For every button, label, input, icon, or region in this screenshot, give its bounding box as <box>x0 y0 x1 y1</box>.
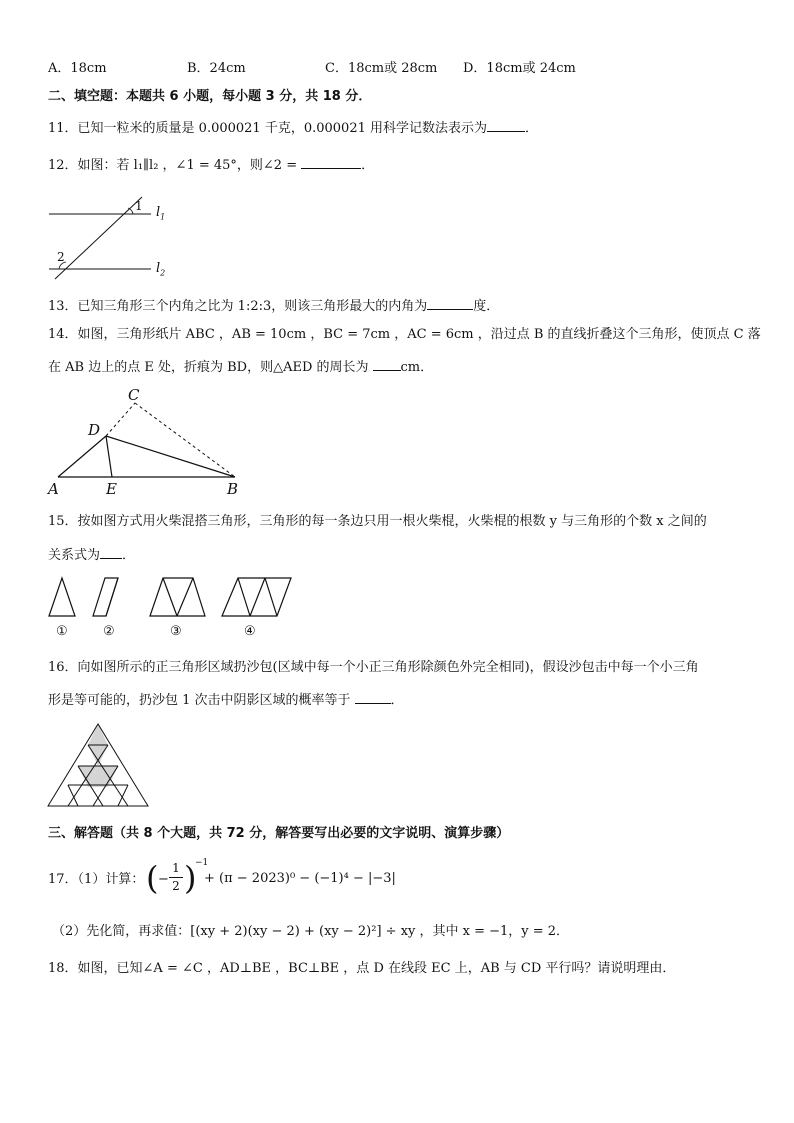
question-15-end: ． <box>122 548 136 563</box>
fraction-denominator: 2 <box>172 879 180 893</box>
question-15-text: 关系式为 <box>48 548 101 563</box>
question-14-text: 在 AB 边上的点 E 处，折痕为 BD，则△AED 的周长为 <box>48 360 369 375</box>
question-15-line-1: 15．按如图方式用火柴混搭三角形，三角形的每一条边只用一根火柴棍，火柴棍的根数 y 与三角形的个数 x 之间的 <box>48 514 707 529</box>
exponent: −1 <box>195 858 209 868</box>
question-17-part-2-label: （2）先化简，再求值： <box>52 924 191 939</box>
question-17-part-1 <box>48 871 144 889</box>
option-b: B．24cm <box>187 61 246 76</box>
right-paren: ) <box>184 859 197 897</box>
answer-blank <box>373 357 401 371</box>
left-paren: ( <box>146 859 159 897</box>
line-l2-label: $l_2$ <box>156 261 166 278</box>
vertex-a-label: A <box>48 480 59 498</box>
question-13-text: 13．已知三角形三个内角之比为 1:2:3，则该三角形最大的内角为 <box>48 299 428 314</box>
angle-2-label: 2 <box>57 250 65 264</box>
question-14-end: cm． <box>400 360 434 375</box>
question-17-label: 17．（1）计算： <box>48 872 145 887</box>
vertex-c-label: C <box>128 386 140 404</box>
matchstick-triangles-figure <box>45 575 300 620</box>
question-11-text: 11．已知一粒米的质量是 0.000021 千克，0.000021 用科学记数法表示为 <box>48 121 487 136</box>
negative-sign: − <box>158 872 169 887</box>
question-16-line-1: 16．向如图所示的正三角形区域扔沙包(区域中每一个小正三角形除颜色外完全相同)，假设沙包击中每一个小三角 <box>48 660 699 675</box>
figure-caption-3: ③ <box>170 624 182 639</box>
vertex-d-label: D <box>88 421 101 439</box>
angle-1-label: 1 <box>135 199 143 213</box>
question-11 <box>48 118 538 138</box>
answer-blank <box>301 155 361 169</box>
question-14-line-2 <box>48 357 433 377</box>
question-18: 18．如图，已知∠A = ∠C ，AD⊥BE ，BC⊥BE ，点 D 在线段 EC 上，AB 与 CD 平行吗？请说明理由． <box>48 961 676 976</box>
question-17-part-2 <box>52 923 569 941</box>
figure-caption-1: ① <box>56 624 68 639</box>
answer-blank <box>355 690 391 704</box>
line-l1-label: $l_1$ <box>156 205 166 222</box>
math-expression-1 <box>146 858 546 900</box>
answer-blank <box>487 118 525 132</box>
vertex-b-label: B <box>227 480 239 498</box>
expression-rest: + (π − 2023)⁰ − (−1)⁴ − |−3| <box>204 871 396 886</box>
question-16-end: ． <box>390 693 404 708</box>
section-3-heading: 三、解答题（共 8 个大题，共 72 分，解答要写出必要的文字说明、演算步骤） <box>48 826 510 841</box>
question-13-end: 度． <box>473 299 500 314</box>
triangle-grid-figure <box>46 722 150 808</box>
question-16-text: 形是等可能的，扔沙包 1 次击中阴影区域的概率等于 <box>48 693 351 708</box>
question-13 <box>48 296 499 316</box>
figure-caption-4: ④ <box>244 624 256 639</box>
fraction-numerator: 1 <box>172 861 180 875</box>
figure-caption-2: ② <box>103 624 115 639</box>
option-a: A．18cm <box>48 61 107 76</box>
question-14-line-1: 14．如图，三角形纸片 ABC ，AB = 10cm ，BC = 7cm ，AC = 6cm ，沿过点 B 的直线折叠这个三角形，使顶点 C 落 <box>48 327 761 342</box>
vertex-e-label: E <box>106 480 117 498</box>
answer-blank <box>100 545 122 559</box>
question-16-line-2 <box>48 690 404 710</box>
option-c: C．18cm或 28cm <box>325 61 438 76</box>
question-12-end: ． <box>361 158 375 173</box>
answer-blank <box>427 296 473 310</box>
question-11-end: ． <box>525 121 539 136</box>
question-12-text: 12．如图：若 l₁∥l₂ ，∠1 = 45°，则∠2 = <box>48 158 298 173</box>
section-2-heading: 二、填空题：本题共 6 小题，每小题 3 分，共 18 分． <box>48 89 372 104</box>
question-12 <box>48 155 374 175</box>
option-d: D．18cm或 24cm <box>463 61 576 76</box>
question-15-line-2 <box>48 545 135 565</box>
math-expression-2: [(xy + 2)(xy − 2) + (xy − 2)²] ÷ xy ，其中 x = −1，y = 2． <box>190 924 570 939</box>
fraction-bar <box>169 877 183 878</box>
folded-triangle-figure <box>50 395 250 485</box>
